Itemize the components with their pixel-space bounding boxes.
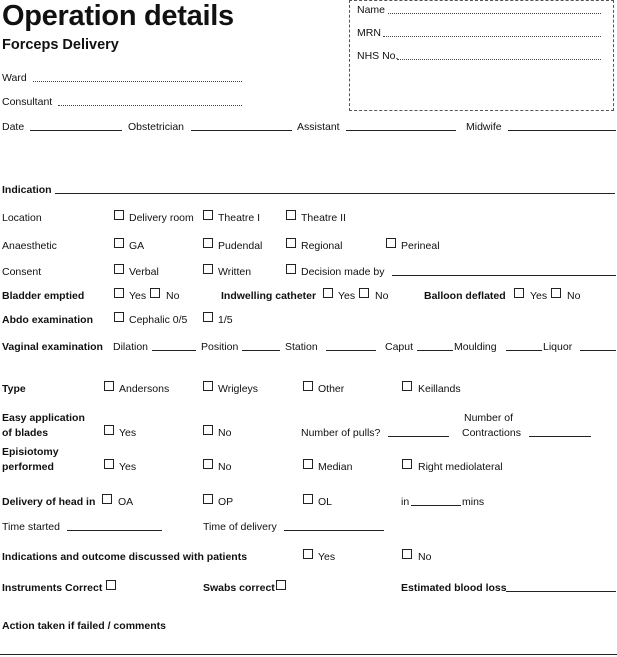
- abdo-1-5-checkbox[interactable]: [203, 312, 213, 322]
- type-option-label: Andersons: [119, 383, 170, 395]
- assistant-field[interactable]: [346, 130, 456, 131]
- abdo-cephalic-checkbox[interactable]: [114, 312, 124, 322]
- blades-yes-checkbox[interactable]: [104, 425, 114, 435]
- swabs-label: Swabs correct: [203, 582, 275, 594]
- consent-decision-checkbox[interactable]: [286, 264, 296, 274]
- delivery-mins-field[interactable]: [411, 505, 461, 506]
- discussed-yes-label: Yes: [318, 551, 336, 563]
- contractions-field[interactable]: [529, 436, 591, 437]
- location-theatre-1-checkbox[interactable]: [203, 210, 213, 220]
- swabs-checkbox[interactable]: [276, 580, 286, 590]
- dilation-field[interactable]: [152, 350, 196, 351]
- anaesthetic-pudendal-checkbox[interactable]: [203, 238, 213, 248]
- catheter-yes-checkbox[interactable]: [323, 288, 333, 298]
- anaesthetic-option-label: Regional: [301, 240, 343, 252]
- episiotomy-option-label: Median: [318, 461, 353, 473]
- position-label: Position: [201, 341, 239, 353]
- nhs-field[interactable]: [397, 59, 601, 60]
- balloon-label: Balloon deflated: [424, 290, 506, 302]
- delivery-op-checkbox[interactable]: [203, 494, 213, 504]
- consent-verbal-checkbox[interactable]: [114, 264, 124, 274]
- consent-written-checkbox[interactable]: [203, 264, 213, 274]
- location-option-label: Theatre II: [301, 212, 346, 224]
- time-started-field[interactable]: [67, 530, 162, 531]
- episiotomy-yes-checkbox[interactable]: [104, 459, 114, 469]
- blades-no-checkbox[interactable]: [203, 425, 213, 435]
- balloon-no-checkbox[interactable]: [551, 288, 561, 298]
- anaesthetic-perineal-checkbox[interactable]: [386, 238, 396, 248]
- discussed-yes-checkbox[interactable]: [303, 549, 313, 559]
- catheter-label: Indwelling catheter: [221, 290, 317, 302]
- delivery-oa-checkbox[interactable]: [102, 494, 112, 504]
- consultant-label: Consultant: [2, 96, 53, 108]
- type-wrigleys-checkbox[interactable]: [203, 381, 213, 391]
- date-label: Date: [2, 121, 25, 133]
- name-field[interactable]: [388, 13, 601, 14]
- delivery-mins-label: mins: [462, 496, 485, 508]
- episiotomy-option-label: Yes: [119, 461, 137, 473]
- station-label: Station: [285, 341, 318, 353]
- catheter-no-checkbox[interactable]: [359, 288, 369, 298]
- bladder-yes-checkbox[interactable]: [114, 288, 124, 298]
- balloon-yes-label: Yes: [530, 290, 548, 302]
- discussed-label: Indications and outcome discussed with patients: [2, 551, 248, 563]
- blades-label-line2: of blades: [2, 427, 49, 439]
- delivery-label: Delivery of head in: [2, 496, 96, 508]
- abdo-label: Abdo examination: [2, 314, 94, 326]
- anaesthetic-ga-checkbox[interactable]: [114, 238, 124, 248]
- time-of-delivery-label: Time of delivery: [203, 521, 277, 533]
- anaesthetic-label: Anaesthetic: [2, 240, 57, 252]
- blood-loss-field[interactable]: [506, 591, 616, 592]
- liquor-label: Liquor: [543, 341, 573, 353]
- blades-no-label: No: [218, 427, 232, 439]
- delivery-in-label: in: [401, 496, 410, 508]
- time-of-delivery-field[interactable]: [284, 530, 384, 531]
- position-field[interactable]: [242, 350, 280, 351]
- catheter-no-label: No: [375, 290, 389, 302]
- blades-label-line1: Easy application: [2, 412, 85, 424]
- balloon-yes-checkbox[interactable]: [514, 288, 524, 298]
- page-title: Operation details: [2, 0, 234, 32]
- discussed-no-label: No: [418, 551, 432, 563]
- anaesthetic-option-label: Pudendal: [218, 240, 263, 252]
- abdo-option-label: Cephalic 0/5: [129, 314, 188, 326]
- moulding-label: Moulding: [454, 341, 497, 353]
- location-theatre-2-checkbox[interactable]: [286, 210, 296, 220]
- delivery-option-label: OL: [318, 496, 333, 508]
- type-keillands-checkbox[interactable]: [402, 381, 412, 391]
- obstetrician-label: Obstetrician: [128, 121, 185, 133]
- catheter-yes-label: Yes: [338, 290, 356, 302]
- midwife-label: Midwife: [466, 121, 502, 133]
- instruments-label: Instruments Correct: [2, 582, 103, 594]
- blades-yes-label: Yes: [119, 427, 137, 439]
- contractions-label-line1: Number of: [464, 412, 514, 424]
- type-option-label: Keillands: [418, 383, 461, 395]
- consent-label: Consent: [2, 266, 42, 278]
- assistant-label: Assistant: [297, 121, 340, 133]
- type-other-checkbox[interactable]: [303, 381, 313, 391]
- type-label: Type: [2, 383, 26, 395]
- page-subtitle: Forceps Delivery: [2, 37, 119, 53]
- moulding-field[interactable]: [506, 350, 542, 351]
- bladder-yes-label: Yes: [129, 290, 147, 302]
- location-delivery-room-checkbox[interactable]: [114, 210, 124, 220]
- delivery-option-label: OP: [218, 496, 234, 508]
- liquor-field[interactable]: [580, 350, 616, 351]
- name-label: Name: [357, 4, 386, 16]
- location-option-label: Delivery room: [129, 212, 194, 224]
- anaesthetic-regional-checkbox[interactable]: [286, 238, 296, 248]
- episiotomy-label-line2: performed: [2, 461, 54, 473]
- type-andersons-checkbox[interactable]: [104, 381, 114, 391]
- action-label: Action taken if failed / comments: [2, 620, 166, 632]
- contractions-label-line2: Contractions: [462, 427, 521, 439]
- anaesthetic-option-label: GA: [129, 240, 145, 252]
- pulls-label: Number of pulls?: [301, 427, 381, 439]
- bladder-label: Bladder emptied: [2, 290, 85, 302]
- ward-field[interactable]: [33, 81, 242, 82]
- mrn-field[interactable]: [383, 36, 601, 37]
- anaesthetic-option-label: Perineal: [401, 240, 440, 252]
- delivery-ol-checkbox[interactable]: [303, 494, 313, 504]
- mrn-label: MRN: [357, 27, 381, 39]
- episiotomy-option-label: Right mediolateral: [418, 461, 503, 473]
- caput-label: Caput: [385, 341, 414, 353]
- episiotomy-option-label: No: [218, 461, 232, 473]
- instruments-checkbox[interactable]: [106, 580, 116, 590]
- bladder-no-label: No: [166, 290, 180, 302]
- nhs-label: NHS No.: [357, 50, 399, 62]
- type-option-label: Wrigleys: [218, 383, 259, 395]
- ward-label: Ward: [2, 72, 27, 84]
- consent-option-label: Written: [218, 266, 252, 278]
- bladder-no-checkbox[interactable]: [150, 288, 160, 298]
- episiotomy-right-mediolateral-checkbox[interactable]: [402, 459, 412, 469]
- caput-field[interactable]: [417, 350, 453, 351]
- delivery-option-label: OA: [118, 496, 134, 508]
- pulls-field[interactable]: [388, 436, 449, 437]
- episiotomy-median-checkbox[interactable]: [303, 459, 313, 469]
- discussed-no-checkbox[interactable]: [402, 549, 412, 559]
- consultant-field[interactable]: [58, 105, 242, 106]
- location-option-label: Theatre I: [218, 212, 261, 224]
- indication-field[interactable]: [55, 193, 615, 194]
- date-field[interactable]: [30, 130, 122, 131]
- station-field[interactable]: [326, 350, 376, 351]
- type-option-label: Other: [318, 383, 345, 395]
- episiotomy-label-line1: Episiotomy: [2, 446, 59, 458]
- midwife-field[interactable]: [508, 130, 616, 131]
- consent-option-label: Decision made by: [301, 266, 385, 278]
- decision-made-by-field[interactable]: [392, 275, 616, 276]
- episiotomy-no-checkbox[interactable]: [203, 459, 213, 469]
- dilation-label: Dilation: [113, 341, 149, 353]
- action-comments-field[interactable]: [0, 654, 617, 655]
- abdo-option-label: 1/5: [218, 314, 233, 326]
- location-label: Location: [2, 212, 42, 224]
- consent-option-label: Verbal: [129, 266, 159, 278]
- blood-loss-label: Estimated blood loss: [401, 582, 507, 594]
- time-started-label: Time started: [2, 521, 60, 533]
- balloon-no-label: No: [567, 290, 581, 302]
- vaginal-label: Vaginal examination: [2, 341, 103, 353]
- indication-label: Indication: [2, 184, 52, 196]
- obstetrician-field[interactable]: [191, 130, 292, 131]
